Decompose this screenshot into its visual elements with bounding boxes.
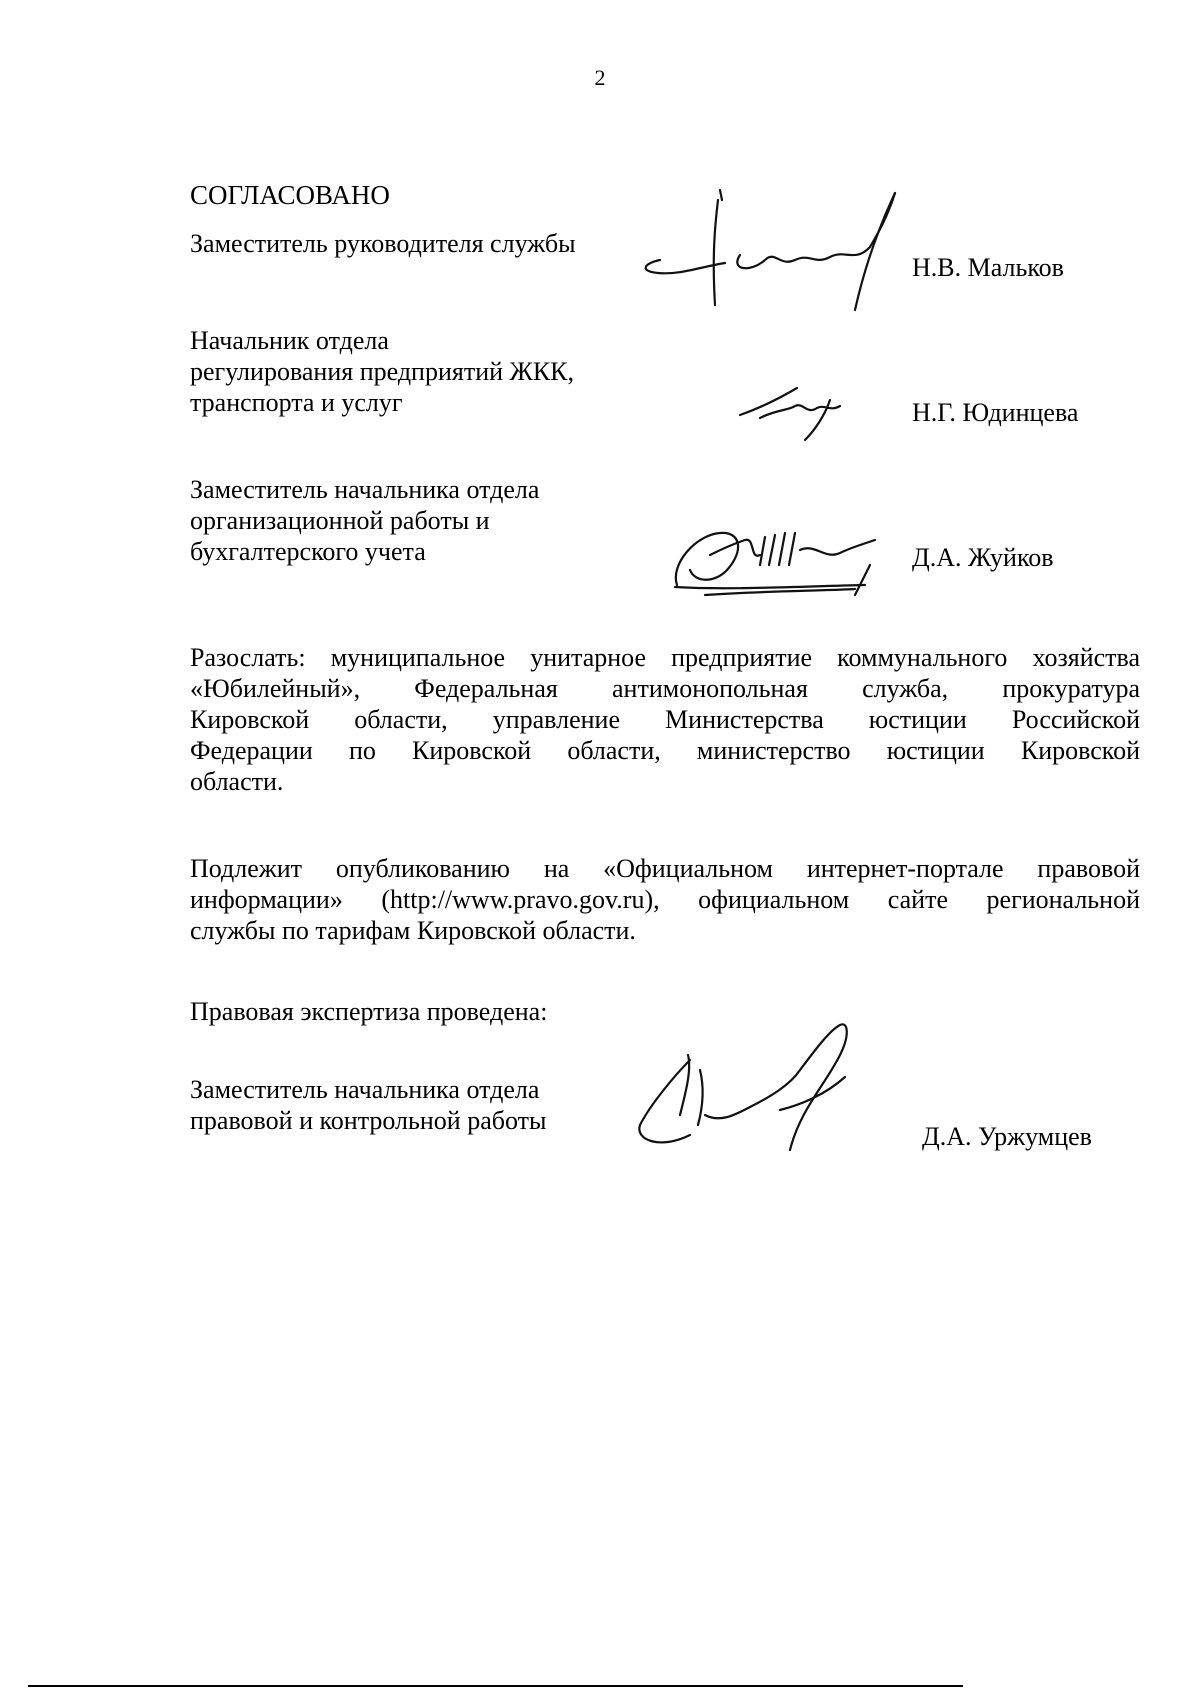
legal-review-heading: Правовая экспертиза проведена: xyxy=(190,997,548,1026)
approval-title: СОГЛАСОВАНО xyxy=(190,180,390,210)
signature-yudintseva xyxy=(735,380,855,445)
signatory-1-position xyxy=(190,228,576,259)
signature-malkov xyxy=(630,185,910,315)
legal-review-position xyxy=(190,1074,546,1136)
footer-divider xyxy=(28,1685,963,1687)
publication-line: информации» (http://www.pravo.gov.ru), официальном сайте региональной xyxy=(190,885,1140,914)
distribution-line: области. xyxy=(190,767,284,796)
page-number: 2 xyxy=(594,65,606,90)
position-line: Начальник отдела xyxy=(190,326,389,355)
publication-line: Подлежит опубликованию на «Официальном интернет-портале правовой xyxy=(190,854,1140,883)
signatory-1-name: Н.В. Мальков xyxy=(912,253,1064,282)
position-line: Заместитель руководителя службы xyxy=(190,229,576,258)
signature-zhuykov xyxy=(665,515,905,600)
distribution-line: Разослать: муниципальное унитарное предприятие коммунального хозяйства xyxy=(190,643,1140,672)
position-line: транспорта и услуг xyxy=(190,388,403,417)
publication-line: службы по тарифам Кировской области. xyxy=(190,916,636,945)
legal-review-name: Д.А. Уржумцев xyxy=(922,1122,1092,1151)
signatory-3-name: Д.А. Жуйков xyxy=(912,543,1054,572)
signatory-2-name: Н.Г. Юдинцева xyxy=(912,398,1079,427)
position-line: бухгалтерского учета xyxy=(190,537,426,566)
position-line: организационной работы и xyxy=(190,506,490,535)
position-line: Заместитель начальника отдела xyxy=(190,1075,540,1104)
signature-urzhumtsev xyxy=(630,1015,880,1160)
position-line: регулирования предприятий ЖКК, xyxy=(190,357,575,386)
distribution-line: Кировской области, управление Министерства юстиции Российской xyxy=(190,705,1140,734)
distribution-line: Федерации по Кировской области, министерство юстиции Кировской xyxy=(190,736,1140,765)
publication-note xyxy=(190,853,1140,946)
signatory-3-position xyxy=(190,474,539,567)
position-line: правовой и контрольной работы xyxy=(190,1106,547,1135)
signatory-2-position xyxy=(190,325,574,418)
distribution-list xyxy=(190,642,1140,797)
position-line: Заместитель начальника отдела xyxy=(190,475,540,504)
distribution-line: «Юбилейный», Федеральная антимонопольная служба, прокуратура xyxy=(190,674,1140,703)
